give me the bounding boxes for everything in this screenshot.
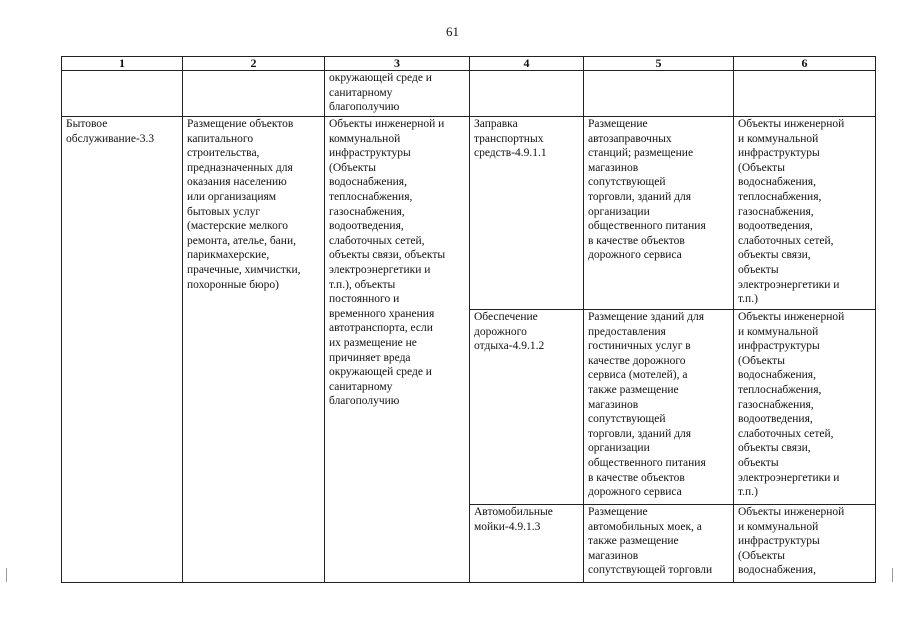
left-edge-mark	[6, 568, 7, 582]
use-type-cell: Бытовое обслуживание-3.3	[62, 117, 183, 583]
conditional-description-cell: Размещение автомобильных моек, а также размещение магазинов сопутствующей торговли	[584, 505, 734, 583]
header-col-3: 3	[325, 57, 470, 71]
conditional-use-cell: Заправка транспортных средств-4.9.1.1	[470, 117, 584, 310]
header-col-6: 6	[734, 57, 876, 71]
conditional-use-cell: Автомобильные мойки-4.9.1.3	[470, 505, 584, 583]
conditional-use-cell: Обеспечение дорожного отдыха-4.9.1.2	[470, 310, 584, 505]
continuation-col-1	[62, 71, 183, 117]
continuation-row	[62, 71, 876, 117]
continuation-col-2	[183, 71, 325, 117]
right-edge-mark	[892, 568, 893, 582]
use-description-cell: Размещение объектов капитального строительства, предназначенных для оказания населению или организациям бытовых услуг (мастерские мелкого ремонта, ателье, бани, парикмахерские, прачечные, химчистки, похоронные бюро)	[183, 117, 325, 583]
auxiliary-uses-cell: Объекты инженерной и коммунальной инфраструктуры (Объекты водоснабжения, теплоснабжения, газоснабжения, водоотведения, слаботочных сетей, объекты связи, объекты электроэнергетики и т.п.), объекты постоянного и временного хранения автотранспорта, если их размещение не причиняет вреда окружающей среде и санитарному благополучию	[325, 117, 470, 583]
conditional-description-cell: Размещение автозаправочных станций; размещение магазинов сопутствующей торговли, зданий для организации общественного питания в качестве объектов дорожного сервиса	[584, 117, 734, 310]
conditional-auxiliary-cell: Объекты инженерной и коммунальной инфраструктуры (Объекты водоснабжения, теплоснабжения, газоснабжения, водоотведения, слаботочных сетей, объекты связи, объекты электроэнергетики и т.п.)	[734, 117, 876, 310]
header-col-2: 2	[183, 57, 325, 71]
header-col-1: 1	[62, 57, 183, 71]
header-col-5: 5	[584, 57, 734, 71]
header-row	[62, 57, 876, 71]
conditional-description-cell: Размещение зданий для предоставления гостиничных услуг в качестве дорожного сервиса (мотелей), а также размещение магазинов сопутствующей торговли, зданий для организации общественного питания в качестве объектов дорожного сервиса	[584, 310, 734, 505]
continuation-col-5	[584, 71, 734, 117]
header-col-4: 4	[470, 57, 584, 71]
page-number: 61	[446, 24, 459, 39]
continuation-col-3: окружающей среде и санитарному благополучию	[325, 71, 470, 117]
continuation-col-4	[470, 71, 584, 117]
conditional-auxiliary-cell: Объекты инженерной и коммунальной инфраструктуры (Объекты водоснабжения, теплоснабжения, газоснабжения, водоотведения, слаботочных сетей, объекты связи, объекты электроэнергетики и т.п.)	[734, 310, 876, 505]
land-use-table	[61, 56, 876, 583]
conditional-auxiliary-cell: Объекты инженерной и коммунальной инфраструктуры (Объекты водоснабжения,	[734, 505, 876, 583]
continuation-col-6	[734, 71, 876, 117]
table-row	[62, 117, 876, 310]
